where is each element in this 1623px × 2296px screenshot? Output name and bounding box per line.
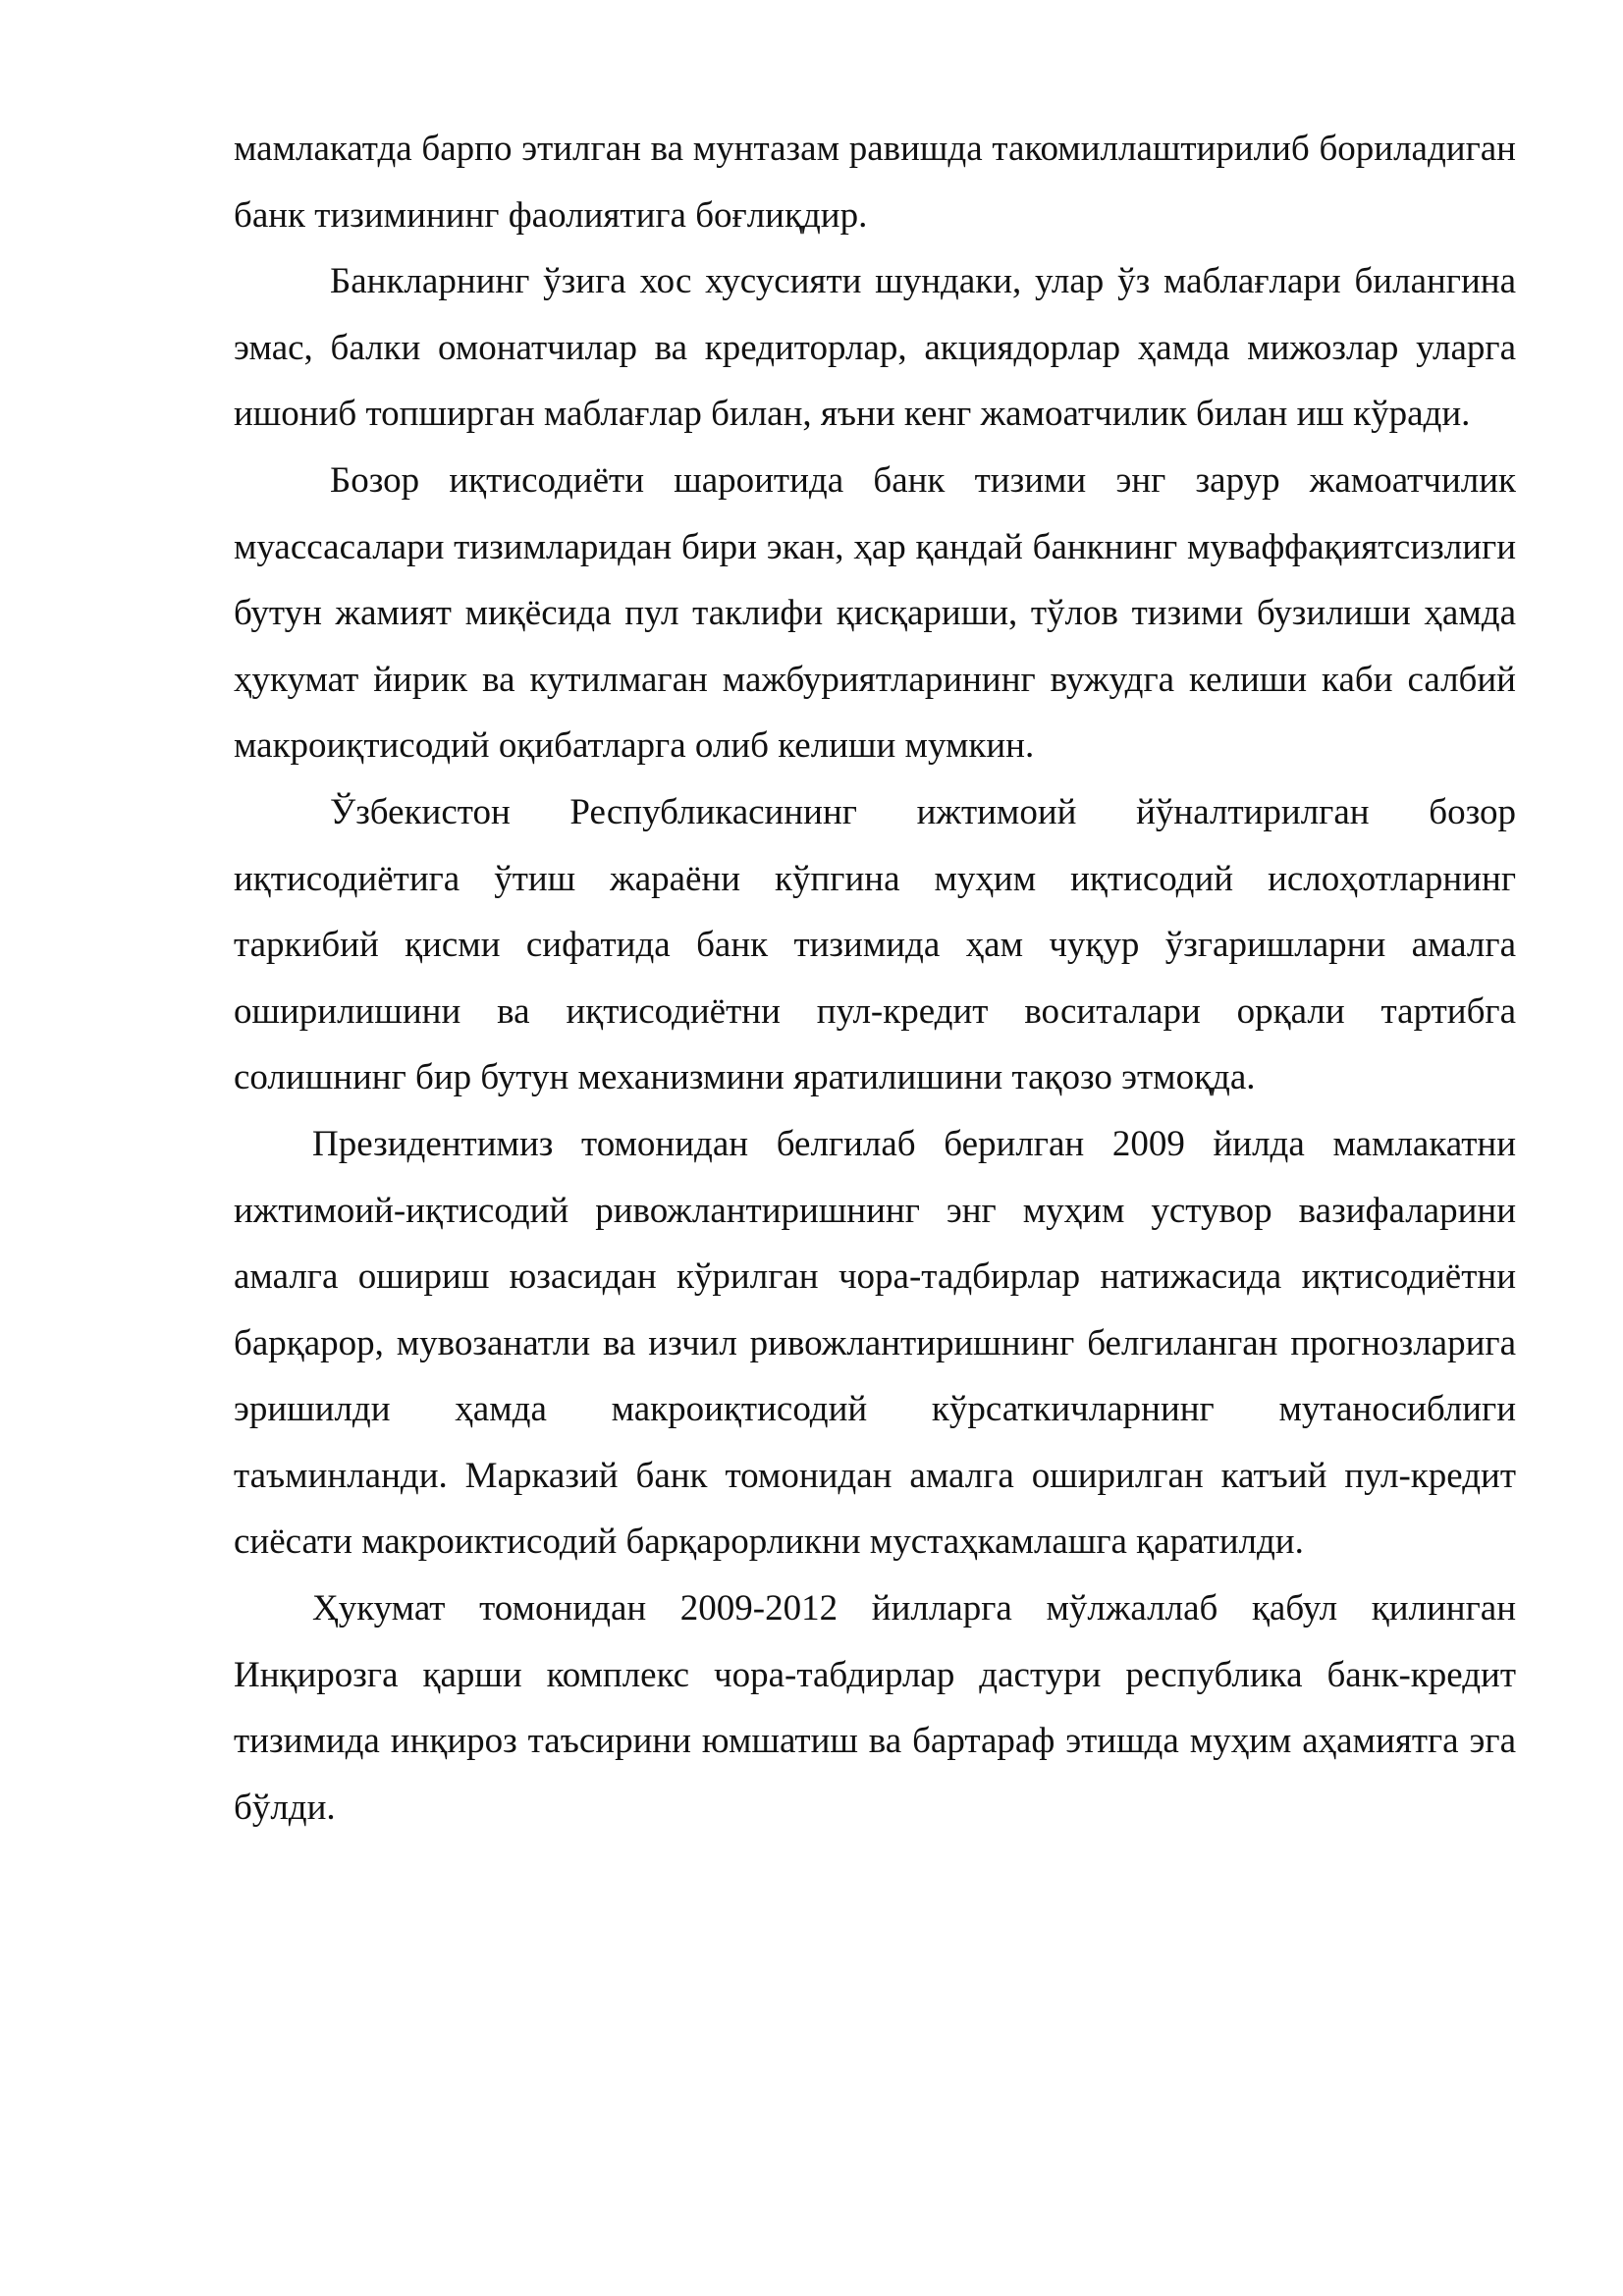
paragraph-market-economy: Бозор иқтисодиёти шароитида банк тизими энг зарур жамоатчилик муассасалари тизимларидан бири экан, ҳар қандай банкнинг муваффақиятсизлиги бутун жамият миқёсида пул таклифи қисқариши, тўлов тизими бузилиши ҳамда ҳукумат йирик ва кутилмаган мажбуриятларининг вужудга келиши каби салбий макроиқтисодий оқибатларга олиб келиши мумкин. [234,459,1516,767]
paragraph-government-program: Ҳукумат томонидан 2009-2012 йилларга мўлжаллаб қабул қилинган Инқирозга қарши комплекс чора-табдирлар дастури республика банк-кредит тизимида инқироз таъсирини юмшатиш ва бартараф этишда муҳим аҳамиятга эга бўлди. [234,1588,1516,1828]
document-body [234,116,1516,1841]
paragraph-banks-feature: Банкларнинг ўзига хос хусусияти шундаки, улар ўз маблағлари билангина эмас, балки омонатчилар ва кредиторлар, акциядорлар ҳамда мижозлар уларга ишониб топширган маблағлар билан, яъни кенг жамоатчилик билан иш кўради. [234,261,1516,435]
paragraph-continuation: мамлакатда барпо этилган ва мунтазам равишда такомиллаштирилиб бориладиган банк тизимининг фаолиятига боғлиқдир. [234,129,1516,236]
paragraph-uzbekistan-reforms: Ўзбекистон Республикасининг ижтимоий йўналтирилган бозор иқтисодиётига ўтиш жараёни кўпгина муҳим иқтисодий ислоҳотларнинг таркибий қисми сифатида банк тизимида ҳам чуқур ўзгаришларни амалга оширилишини ва иқтисодиётни пул-кредит воситалари орқали тартибга солишнинг бир бутун механизмини яратилишини тақозо этмоқда. [234,791,1516,1098]
paragraph-president-2009: Президентимиз томонидан белгилаб берилган 2009 йилда мамлакатни ижтимоий-иқтисодий ривожлантиришнинг энг муҳим устувор вазифаларини амалга ошириш юзасидан кўрилган чора-тадбирлар натижасида иқтисодиётни барқарор, мувозанатли ва изчил ривожлантиришнинг белгиланган прогнозларига эришилди ҳамда макроиқтисодий кўрсаткичларнинг мутаносиблиги таъминланди. Марказий банк томонидан амалга оширилган катъий пул-кредит сиёсати макроиктисодий барқарорликни мустаҳкамлашга қаратилди. [234,1123,1516,1563]
